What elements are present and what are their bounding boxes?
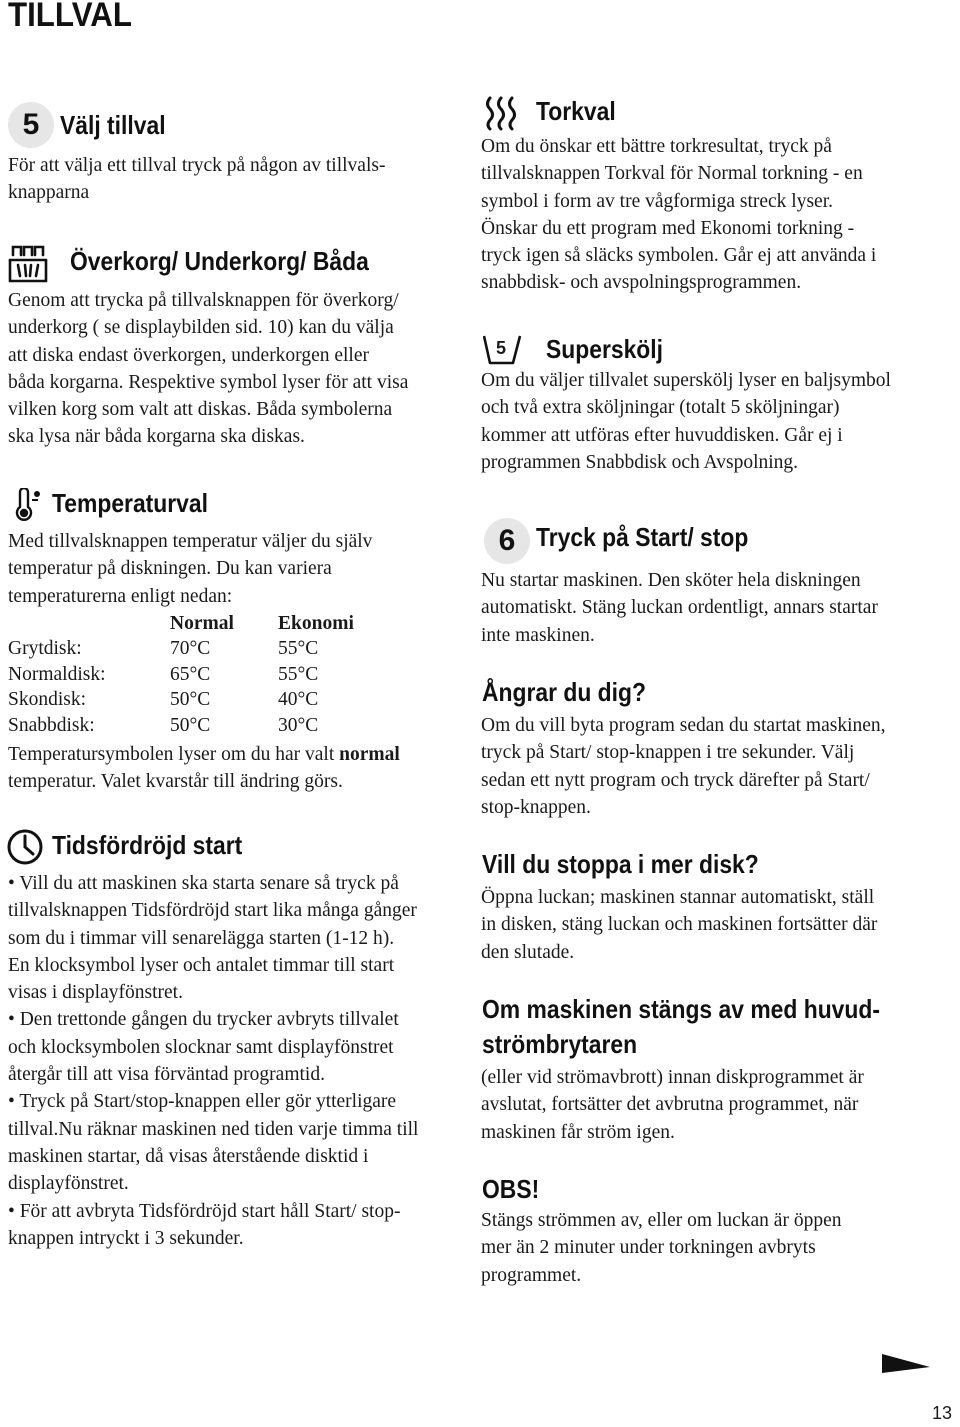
step-5-heading: Välj tillval (60, 110, 166, 140)
basket-icon (8, 243, 48, 283)
regret-text: Om du vill byta program sedan du startat maskinen, tryck på Start/ stop-knappen i tre sekunder. Välj sedan ett nytt program och tryck därefter på Start/ stop-knappen. (481, 715, 886, 818)
dry-heading: Torkval (536, 96, 616, 126)
basket-heading: Överkorg/ Underkorg/ Båda (70, 246, 369, 276)
power-text: (eller vid strömavbrott) innan diskprogrammet är avslutat, fortsätter det avbrutna programmet, när maskinen får ström igen. (481, 1067, 864, 1143)
rinse-heading: Superskölj (546, 334, 663, 364)
step-6-text: Nu startar maskinen. Den sköter hela diskningen automatiskt. Stäng luckan ordentligt, annars startar inte maskinen. (481, 570, 878, 646)
super-rinse-icon (483, 332, 523, 366)
rinse-count-label: 5 (496, 338, 507, 358)
more-dishes-text: Öppna luckan; maskinen stannar automatiskt, ställ in disken, stäng luckan och maskinen fortsätter där den slutade. (481, 887, 878, 963)
page-number: 13 (931, 1403, 952, 1423)
temperature-table (8, 611, 388, 739)
temperature-note: Temperatursymbolen lyser om du har valt normal temperatur. Valet kvarstår till ändring görs. (8, 744, 400, 793)
column-header: Normal (170, 612, 234, 634)
delay-heading: Tidsfördröjd start (52, 830, 243, 860)
temperature-heading: Temperaturval (52, 488, 208, 518)
step-5-text: För att välja ett tillval tryck på någon av tillvals- knapparna (8, 155, 386, 204)
step-6-heading: Tryck på Start/ stop (536, 522, 749, 552)
obs-heading: OBS! (482, 1174, 540, 1204)
regret-heading: Ångrar du dig? (482, 677, 646, 707)
delay-text: • Vill du att maskinen ska starta senare så tryck på tillvalsknappen Tidsfördröjd start lika många gånger som du i timmar vill senarelägga starten (1-12 h). En klocksymbol lyser och antalet timmar till start visas i displayfönstret. • Den trettonde gången du trycker avbryts tillvalet och klocksymbolen slocknar samt displayfönstret återgår till att visa förväntad programtid. • Tryck på Start/stop-knappen eller gör ytterligare tillval.Nu räknar maskinen ned tiden varje timma till maskinen startar, då visas återstående disktid i displayfönstret. • För att avbryta Tidsfördröjd start håll Start/ stop- knappen intryckt i 3 sekunder. (8, 873, 419, 1249)
clock-icon (6, 828, 44, 866)
dry-text: Om du önskar ett bättre torkresultat, tryck på tillvalsknappen Torkval för Normal torkning - en symbol i form av tre vågformiga streck lyser. Önskar du ett program med Ekonomi torkning - tryck igen så släcks symbolen. Går ej att använda i snabbdisk- och avspolningsprogrammen. (481, 136, 877, 294)
step-5-badge (8, 102, 54, 148)
table-row: Snabbdisk: 50°C 30°C (8, 714, 319, 736)
column-header: Ekonomi (278, 612, 354, 634)
temperature-text: Med tillvalsknappen temperatur väljer du själv temperatur på diskningen. Du kan variera temperaturerna enligt nedan: (8, 531, 373, 607)
basket-text: Genom att trycka på tillvalsknappen för överkorg/ underkorg ( se displaybilden sid. 10) kan du välja att diska endast överkorgen, underkorgen eller båda korgarna. Respektive symbol lyser för att visa vilken korg som valt att diskas. Båda symbolerna ska lysa när båda korgarna ska diskas. (8, 290, 409, 448)
rinse-text: Om du väljer tillvalet superskölj lyser en baljsymbol och två extra sköljningar (totalt 5 sköljningar) kommer att utföras efter huvuddisken. Går ej i programmen Snabbdisk och Avspolning. (481, 370, 891, 473)
drying-waves-icon (482, 96, 522, 132)
table-row: Grytdisk: 70°C 55°C (8, 638, 319, 660)
table-row: Normaldisk: 65°C 55°C (8, 663, 319, 685)
table-row: Skondisk: 50°C 40°C (8, 689, 319, 711)
obs-text: Stängs strömmen av, eller om luckan är öppen mer än 2 minuter under torkningen avbryts programmet. (481, 1210, 842, 1286)
page-title: TILLVAL (8, 0, 132, 34)
thermometer-icon (10, 488, 44, 522)
step-6-badge (484, 518, 530, 564)
normal-emphasis: normal (339, 744, 400, 765)
table-header-row (8, 611, 388, 637)
power-heading: Om maskinen stängs av med huvud- strömbrytaren (482, 994, 880, 1059)
more-dishes-heading: Vill du stoppa i mer disk? (482, 849, 759, 879)
step-number: 6 (498, 524, 516, 557)
continue-arrow-icon (882, 1352, 930, 1374)
step-number: 5 (22, 108, 40, 141)
